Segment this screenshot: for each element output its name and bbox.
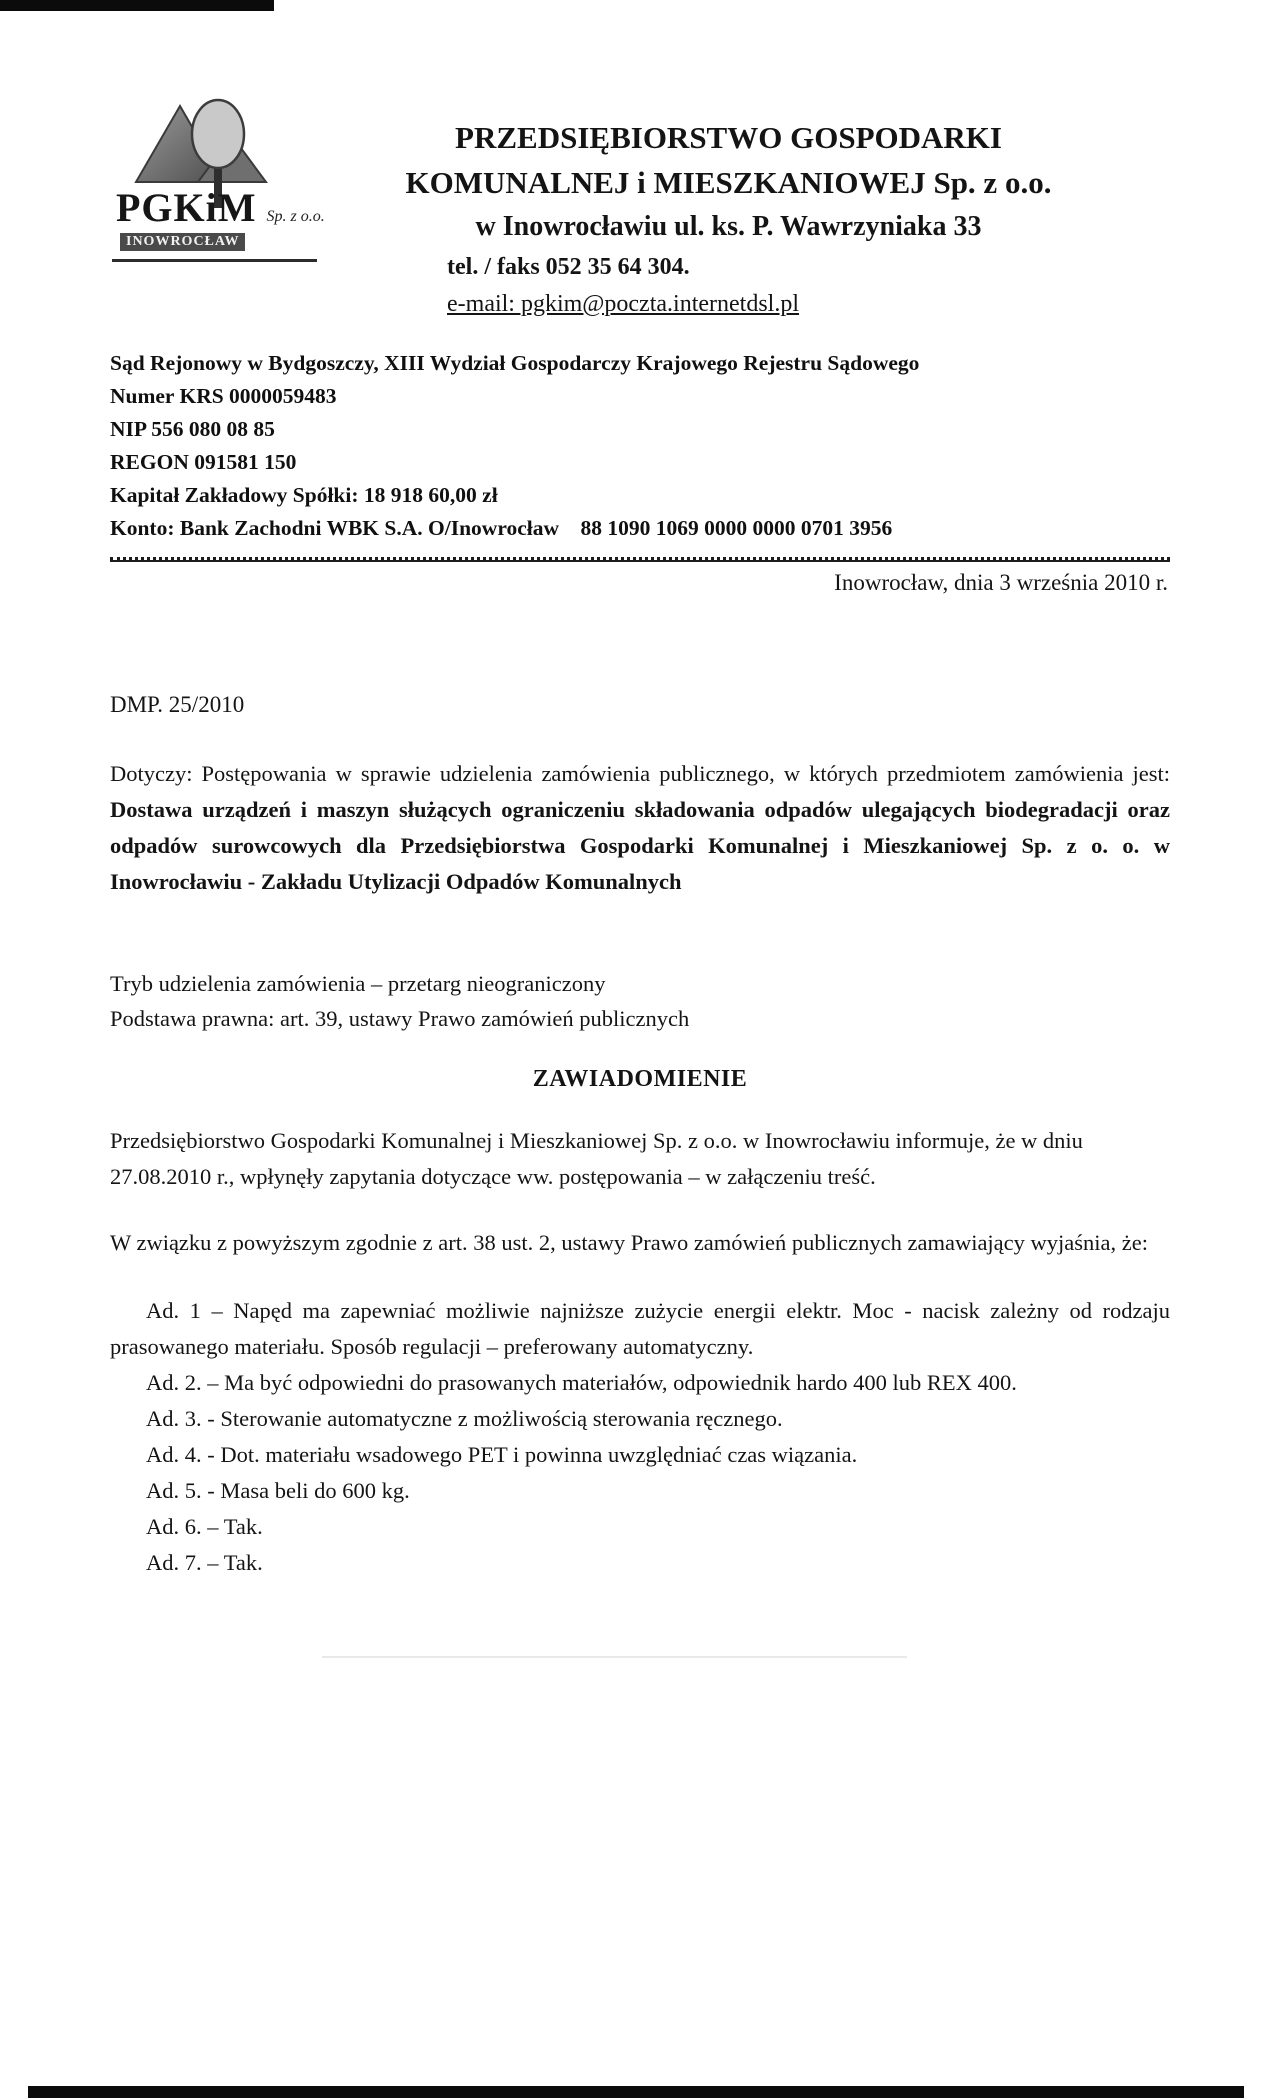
letterhead-divider [110,557,1170,562]
letterhead [110,88,1170,321]
letter-content [110,88,1170,1581]
logo-underline [112,259,317,262]
registry-krs-line: Numer KRS 0000059483 [110,384,337,409]
procedure-mode-line: Tryb udzielenia zamówienia – przetarg nieograniczony [110,971,606,997]
logo-city-badge: INOWROCŁAW [120,233,245,251]
answer-item-7: Ad. 7. – Tak. [146,1550,263,1576]
registry-court-line: Sąd Rejonowy w Bydgoszczy, XIII Wydział Gospodarczy Krajowego Rejestru Sądowego [110,351,920,376]
company-logo [110,88,342,262]
logo-acronym: PGKiM [116,185,257,230]
reference-number: DMP. 25/2010 [110,692,245,718]
notice-title: ZAWIADOMIENIE [532,1066,748,1093]
subject-intro: Dotyczy: Postępowania w sprawie udzielenia zamówienia publicznego, w których przedmiotem zamówienia jest: [110,761,1170,787]
answer-item-4: Ad. 4. - Dot. materiału wsadowego PET i powinna uwzględniać czas wiązania. [146,1442,858,1468]
company-name-line-1: PRZEDSIĘBIORSTWO GOSPODARKI [455,120,1002,155]
answer-item-5: Ad. 5. - Masa beli do 600 kg. [146,1478,410,1504]
answer-item-2: Ad. 2. – Ma być odpowiedni do prasowanych materiałów, odpowiednik hardo 400 lub REX 400. [146,1370,1017,1396]
scan-edge-artifact-bottom [28,2086,1244,2098]
company-address-line: w Inowrocławiu ul. ks. P. Wawrzyniaka 33 [475,210,982,242]
scan-edge-artifact-top [0,0,274,11]
answers-list [110,1293,1170,1581]
registry-bank-account-line: Konto: Bank Zachodni WBK S.A. O/Inowrocław 88 1090 1069 0000 0000 0701 3956 [110,516,893,541]
registry-regon-line: REGON 091581 150 [110,450,297,475]
logo-suffix: Sp. z o.o. [266,208,325,225]
phone-line: tel. / faks 052 35 64 304. [447,253,690,280]
subject-bold-text: Dostawa urządzeń i maszyn służących ograniczeniu składowania odpadów ulegających biodegradacji oraz odpadów surowcowych dla Przedsiębiorstwa Gospodarki Komunalnej i Mieszkaniowej Sp. z o. o. w Inowrocławiu - Zakładu Utylizacji Odpadów Komunalnych [110,797,1170,895]
body-paragraph-1: Przedsiębiorstwo Gospodarki Komunalnej i Mieszkaniowej Sp. z o.o. w Inowrocławiu informuje, że w dniu 27.08.2010 r., wpłynęły zapytania dotyczące ww. postępowania – w załączeniu treść. [110,1128,1083,1190]
procedure-block [110,966,1170,1036]
registry-capital-line: Kapitał Zakładowy Spółki: 18 918 60,00 zł [110,483,498,508]
answer-item-6: Ad. 6. – Tak. [146,1514,263,1540]
registry-block [110,347,1170,545]
logo-text-row [110,184,342,231]
registry-nip-line: NIP 556 080 08 85 [110,417,275,442]
dateline: Inowrocław, dnia 3 września 2010 r. [834,570,1168,596]
subject-paragraph [110,756,1170,900]
legal-basis-line: Podstawa prawna: art. 39, ustawy Prawo zamówień publicznych [110,1006,690,1032]
company-name-line-2: KOMUNALNEJ i MIESZKANIOWEJ Sp. z o.o. [405,164,1052,200]
answer-item-3: Ad. 3. - Sterowanie automatyczne z możliwością sterowania ręcznego. [146,1406,783,1432]
answer-item-1: Ad. 1 – Napęd ma zapewniać możliwie najniższe zużycie energii elektr. Moc - nacisk zależny od rodzaju prasowanego materiału. Sposób regulacji – preferowany automatyczny. [110,1298,1170,1360]
company-header [342,88,1170,321]
body-paragraph-2: W związku z powyższym zgodnie z art. 38 ust. 2, ustawy Prawo zamówień publicznych zamawiający wyjaśnia, że: [110,1230,1148,1256]
email-line: e-mail: pgkim@poczta.internetdsl.pl [447,290,800,317]
paper-fold-line [322,1656,907,1658]
contact-lines [342,250,1115,322]
